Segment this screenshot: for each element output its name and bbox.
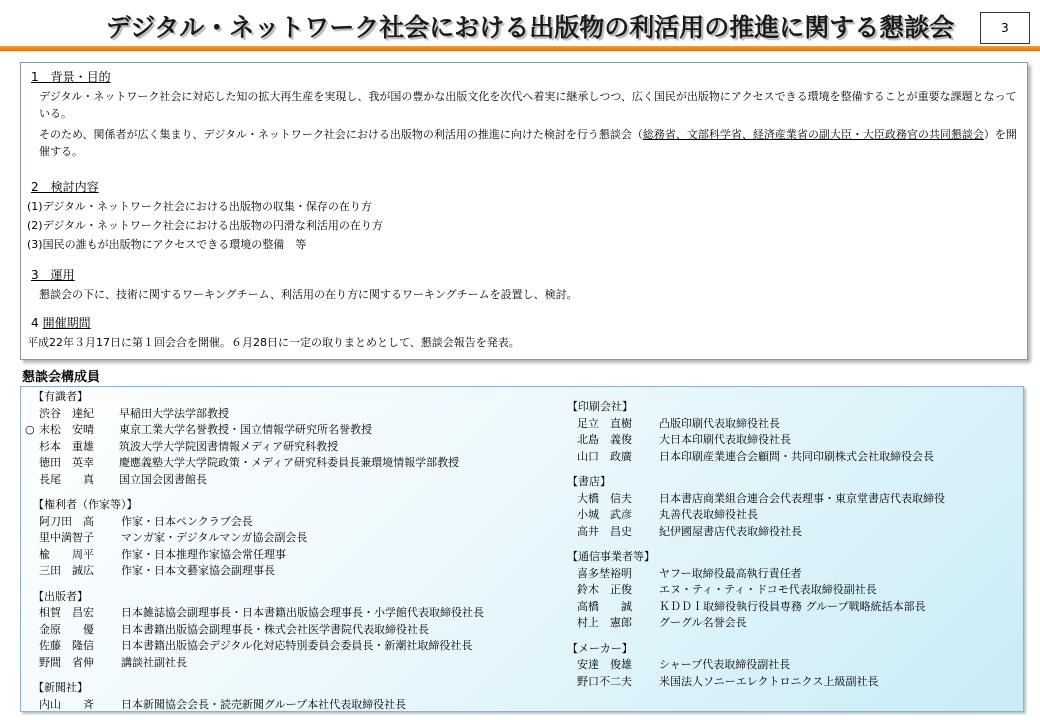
background-p2-underlined-2: 官の共同懇談会 <box>906 128 984 141</box>
background-heading: 1 背景・目的 <box>31 70 111 84</box>
member-role: 凸版印刷代表取締役社長 <box>659 416 780 430</box>
background-p2-underlined-1: 総務省、文部科学省、経済産業省の副大臣・大臣政務 <box>642 128 907 141</box>
member-row <box>25 514 585 531</box>
member-row <box>25 406 585 423</box>
member-role: 日本書店商業組合連合会代表理事・東京堂書店代表取締役 <box>659 491 945 505</box>
member-role: マンガ家・デジタルマンガ協会副会長 <box>121 531 308 544</box>
member-name: 村上 憲郎 <box>577 616 632 629</box>
member-row <box>25 455 585 472</box>
member-role: ＫＤＤＩ取締役執行役員専務 グループ戦略統括本部長 <box>659 599 926 613</box>
member-group-label: 【新聞社】 <box>33 681 88 694</box>
member-name: 末松 安晴 <box>39 423 94 436</box>
group-spacer <box>25 671 585 680</box>
member-name: 長尾 真 <box>39 472 94 486</box>
period-text: 平成22年３月17日に第１回会合を開催。６月28日に一定の取りまとめとして、懇談会報告を発表。 <box>27 336 520 349</box>
member-name: 高井 昌史 <box>577 524 632 538</box>
title-underline-rule <box>0 46 1040 51</box>
study-item-2: (2)デジタル・ネットワーク社会における出版物の円滑な利活用の在り方 <box>27 219 383 232</box>
period-heading-number: 4 <box>31 316 39 330</box>
members-left-column <box>25 389 585 713</box>
group-spacer <box>567 540 1017 549</box>
member-role: 紀伊國屋書店代表取締役社長 <box>659 524 802 538</box>
member-row <box>567 449 1017 466</box>
member-name: 野間 省伸 <box>39 655 94 669</box>
member-row <box>25 655 585 672</box>
member-role: シャープ代表取締役副社長 <box>659 658 791 671</box>
member-group-label: 【書店】 <box>567 475 611 488</box>
overview-box <box>20 62 1028 360</box>
member-name: 杉本 重雄 <box>39 439 94 453</box>
period-heading <box>31 315 91 332</box>
member-name: 鈴木 正俊 <box>577 583 632 596</box>
group-spacer <box>25 580 585 589</box>
operation-heading: 3 運用 <box>31 268 75 282</box>
group-spacer <box>567 632 1017 641</box>
member-group-label: 【権利者（作家等）】 <box>33 498 138 511</box>
member-row <box>567 524 1017 541</box>
member-role: 米国法人ソニーエレクトロニクス上級副社長 <box>659 674 879 688</box>
member-name: 小城 武彦 <box>577 508 632 521</box>
group-spacer <box>25 488 585 497</box>
member-name: 相賀 昌宏 <box>39 606 94 619</box>
background-p2-pre: そのため、関係者が広く集まり、デジタル・ネットワーク社会における出版物の利活用の推進に向けた検討を行う懇談会（ <box>39 128 643 141</box>
page-number: 3 <box>980 12 1030 44</box>
member-row <box>25 547 585 564</box>
member-role: 丸善代表取締役社長 <box>659 508 758 521</box>
member-name: 高橋 誠 <box>577 599 632 613</box>
member-row <box>567 582 1017 599</box>
member-name: 楡 周平 <box>39 547 94 561</box>
member-name: 佐藤 隆信 <box>39 639 94 652</box>
member-role: 作家・日本推理作家協会常任理事 <box>121 547 286 561</box>
member-name: 喜多埜裕明 <box>577 566 632 580</box>
member-row <box>25 563 585 580</box>
member-role: 慶應義塾大学大学院政策・メディア研究科委員長兼環境情報学部教授 <box>119 456 460 469</box>
members-right-column <box>567 399 1017 690</box>
member-group-label: 【出版者】 <box>33 589 88 603</box>
member-role: 講談社副社長 <box>121 655 187 669</box>
member-row <box>567 507 1017 524</box>
member-row <box>25 422 585 439</box>
member-row <box>567 416 1017 433</box>
background-p1-text: デジタル・ネットワーク社会に対応した知の拡大再生産を実現し、我が国の豊かな出版文化を次代へ着実に継承しつつ、広く国民が出版物にアクセスできる環境を整備することが重要な課題となっている。 <box>39 90 1017 120</box>
member-name: 内山 斉 <box>39 697 94 711</box>
background-paragraph-2 <box>39 127 1023 160</box>
member-name: 阿刀田 高 <box>39 514 94 528</box>
member-role: 東京工業大学名誉教授・国立情報学研究所名誉教授 <box>119 423 372 436</box>
member-name: 足立 直樹 <box>577 416 632 430</box>
member-name: 三田 誠広 <box>39 564 94 577</box>
period-heading-text: 開催期間 <box>42 316 91 330</box>
study-item-1: (1)デジタル・ネットワーク社会における出版物の収集・保存の在り方 <box>27 200 372 213</box>
member-role: 日本印刷産業連合会顧問・共同印刷株式会社取締役会長 <box>659 449 934 463</box>
page-title: デジタル・ネットワーク社会における出版物の利活用の推進に関する懇談会 <box>105 13 955 42</box>
member-row <box>25 530 585 547</box>
member-role: ヤフー取締役最高執行責任者 <box>659 566 802 580</box>
member-name: 渋谷 達紀 <box>39 406 94 420</box>
member-group-label: 【メーカー】 <box>567 641 633 655</box>
member-row <box>25 638 585 655</box>
member-role: 作家・日本ペンクラブ会長 <box>121 514 253 528</box>
member-name: 野口不二夫 <box>577 674 632 688</box>
member-role: 筑波大学大学院図書情報メディア研究科教授 <box>119 439 339 453</box>
member-row <box>567 615 1017 632</box>
study-heading: 2 検討内容 <box>31 180 99 194</box>
member-row <box>567 432 1017 449</box>
member-row <box>567 599 1017 616</box>
member-row <box>25 439 585 456</box>
member-name: 金原 優 <box>39 622 94 636</box>
study-item-3: (3)国民の誰もが出版物にアクセスできる環境の整備 等 <box>27 238 307 251</box>
group-spacer <box>567 465 1017 474</box>
member-row <box>25 622 585 639</box>
members-heading: 懇談会構成員 <box>22 370 101 385</box>
member-name: 山口 政廣 <box>577 449 632 463</box>
member-role: 国立国会図書館長 <box>119 472 207 486</box>
member-row <box>25 697 585 714</box>
member-row <box>25 605 585 622</box>
member-role: グーグル名誉会長 <box>659 616 747 629</box>
member-row <box>25 472 585 489</box>
member-row <box>567 657 1017 674</box>
operation-text: 懇談会の下に、技術に関するワーキングチーム、利活用の在り方に関するワーキングチームを設置し、検討。 <box>39 288 578 301</box>
member-role: 早稲田大学法学部教授 <box>119 406 229 420</box>
member-group-label: 【通信事業者等】 <box>567 550 655 563</box>
members-box <box>20 386 1024 712</box>
member-row <box>567 491 1017 508</box>
member-name: 大橋 信夫 <box>577 491 632 505</box>
member-role: 日本書籍出版協会デジタル化対応特別委員会委員長・新潮社取締役社長 <box>121 639 473 652</box>
member-role: 作家・日本文藝家協会副理事長 <box>121 564 275 577</box>
member-role: 大日本印刷代表取締役社長 <box>659 433 791 446</box>
member-row <box>567 566 1017 583</box>
member-role: 日本新聞協会会長・読売新聞グループ本社代表取締役社長 <box>121 697 407 711</box>
member-name: 北島 義俊 <box>577 433 632 446</box>
member-group-label: 【有識者】 <box>33 390 88 403</box>
member-name: 徳田 英幸 <box>39 456 94 469</box>
member-group-label: 【印刷会社】 <box>567 400 633 413</box>
member-role: 日本書籍出版協会副理事長・株式会社医学書院代表取締役社長 <box>121 622 429 636</box>
member-role: エヌ・ティ・ティ・ドコモ代表取締役副社長 <box>659 583 877 596</box>
member-name: 里中満智子 <box>39 531 94 544</box>
background-paragraph-1 <box>39 89 1023 123</box>
member-role: 日本雑誌協会副理事長・日本書籍出版協会理事長・小学館代表取締役社長 <box>121 606 484 619</box>
member-name: 安達 俊雄 <box>577 658 632 671</box>
background-p2-post: ）を開催する。 <box>39 128 1017 158</box>
member-row <box>567 674 1017 691</box>
chair-mark: ○ <box>25 423 35 436</box>
